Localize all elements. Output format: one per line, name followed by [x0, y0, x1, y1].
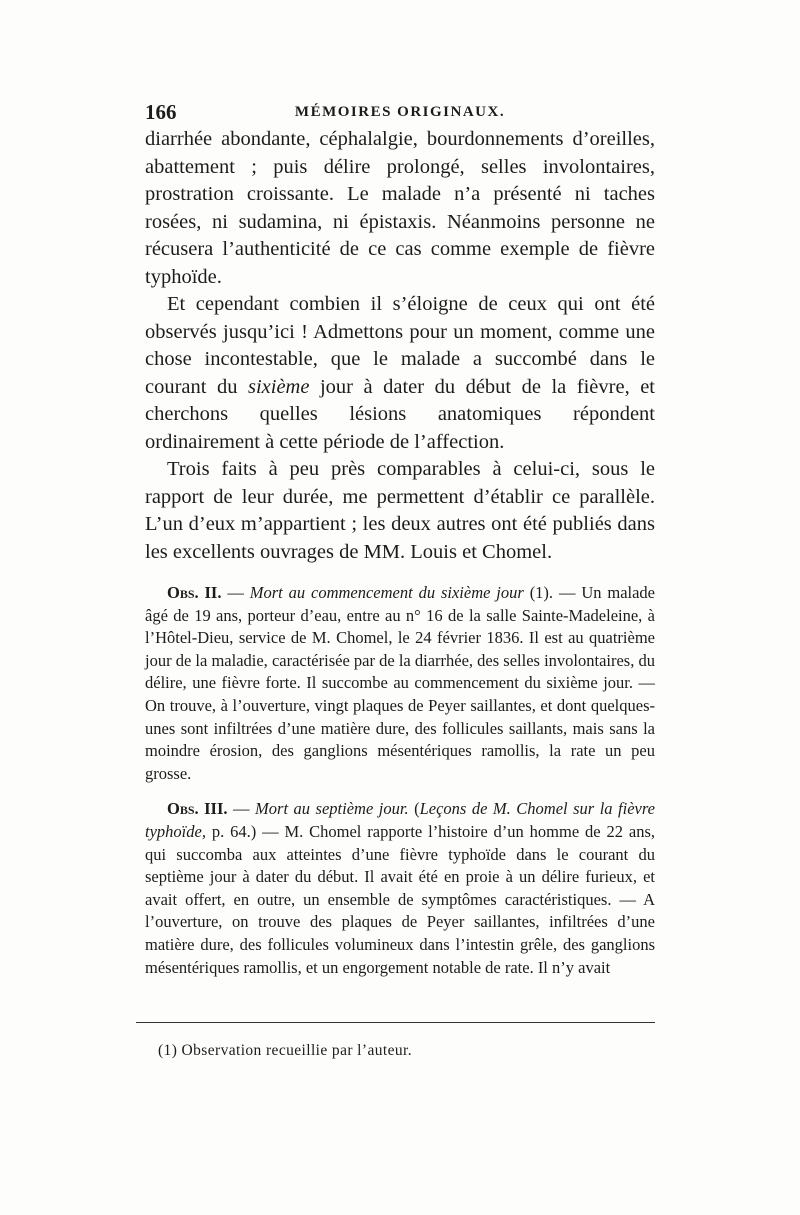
paragraph-sixieme-jour — [145, 291, 655, 456]
paragraph-text: jour à dater du début de la fièvre, et cherchons quelles lésions anatomiques répondent ordinairement à cette période de l’affection. — [145, 375, 655, 453]
page-number: 166 — [145, 100, 177, 124]
observation-3 — [145, 798, 655, 979]
reference-open: ( — [408, 799, 420, 819]
footnote-divider — [136, 1022, 655, 1023]
paragraph-text: Et cependant combien il s’éloigne de ceux qui ont été observés jusqu’ici ! Admettons pour un moment, comme une chose incontestable, que le malade a succombé dans le courant du — [145, 293, 655, 398]
emphasis-sixieme: sixième — [247, 375, 310, 398]
observation-text: — M. Chomel rapporte l’histoire d’un homme de 22 ans, qui succomba aux atteintes d’une fièvre typhoïde dans le courant du septième jour à dater du début. Il avait été en proie à un délire furieux, et avait offert, en outre, un ensemble de symptômes caractéristiques. — A l’ouverture, on trouve des plaques de Peyer saillantes, infiltrées d’une matière dure, des follicules volumineux dans l’intestin grêle, des ganglions mésentériques ramollis, et un engorgement notable de rate. Il n’y avait — [145, 821, 655, 977]
observation-text: — Un malade âgé de 19 ans, porteur d’eau, entre au n° 16 de la salle Sainte-Madeleine, à l’Hôtel-Dieu, service de M. Chomel, le 24 février 1836. Il est au quatrième jour de la maladie, caractérisée par de la diarrhée, des selles involontaires, du délire, une fièvre forte. Il succombe au commencement du sixième jour. — On trouve, à l’ouverture, vingt plaques de Peyer saillantes, et dont quelques-unes sont infiltrées d’une matière dure, des follicules saillants, mais sans la moindre érosion, des ganglions mésentériques ramollis, la rate un peu grosse. — [145, 583, 655, 783]
observation-title: Mort au septième jour. — [255, 799, 409, 819]
paragraph-continuation: diarrhée abondante, céphalalgie, bourdonnements d’oreilles, abattement ; puis délire prolongé, selles involontaires, prostration croissante. Le malade n’a présenté ni taches rosées, ni sudamina, ni épistaxis. Néanmoins personne ne récusera l’authenticité de ce cas comme exemple de fièvre typhoïde. — [145, 128, 655, 288]
observation-label: Obs. III. — [167, 799, 228, 819]
paragraph-trois-faits: Trois faits à peu près comparables à celui-ci, sous le rapport de leur durée, me permettent d’établir ce parallèle. L’un d’eux m’appartient ; les deux autres ont été publiés dans les excellents ouvrages de MM. Louis et Chomel. — [145, 458, 655, 563]
footnote: (1) Observation recueillie par l’auteur. — [158, 1042, 412, 1059]
observation-dash: — — [227, 799, 256, 819]
observation-2 — [145, 582, 655, 785]
observation-label: Obs. II. — [167, 583, 222, 602]
page-body — [145, 126, 655, 979]
page-header — [145, 100, 655, 124]
running-title: MÉMOIRES ORIGINAUX. — [294, 104, 506, 120]
observation-dash: — — [221, 583, 250, 602]
footnote-reference: (1). — [523, 583, 554, 602]
reference-close: p. 64.) — [205, 821, 257, 841]
observation-title: Mort au commencement du sixième jour — [249, 583, 524, 602]
reference-title: Leçons de M. Chomel sur la fièvre typhoïde, — [145, 799, 655, 841]
